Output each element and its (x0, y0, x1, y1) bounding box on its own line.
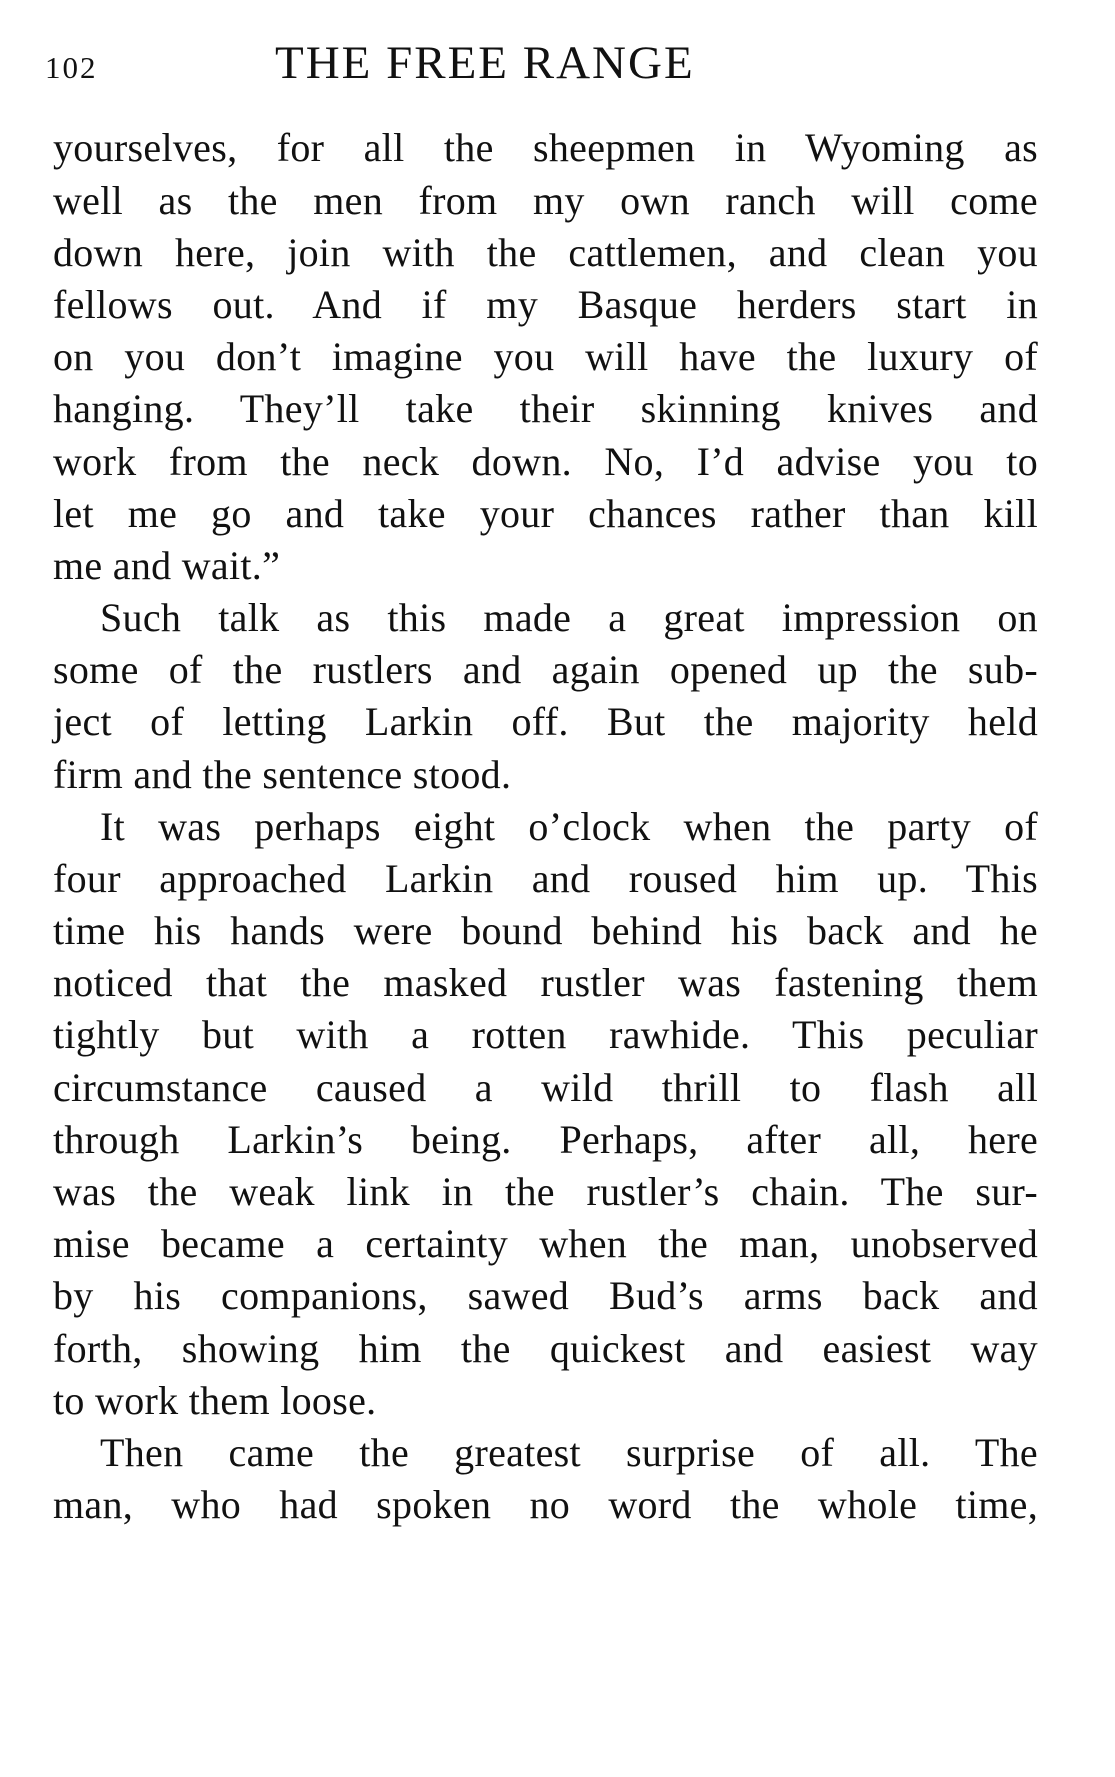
text-line: work from the neck down. No, I’d advise you to (53, 439, 1038, 484)
text-line: noticed that the masked rustler was fastening them (53, 960, 1038, 1005)
text-line: through Larkin’s being. Perhaps, after all, here (53, 1117, 1038, 1162)
text-line: four approached Larkin and roused him up. This (53, 856, 1038, 901)
header-title: THE FREE RANGE (275, 37, 695, 89)
text-line: some of the rustlers and again opened up the sub- (53, 647, 1038, 692)
text-line: tightly but with a rotten rawhide. This peculiar (53, 1012, 1038, 1057)
text-line: me and wait.” (53, 543, 281, 588)
text-line: Then came the greatest surprise of all. The (100, 1430, 1038, 1475)
text-line: let me go and take your chances rather than kill (53, 491, 1038, 536)
text-line: firm and the sentence stood. (53, 752, 512, 797)
text-line: fellows out. And if my Basque herders start in (53, 282, 1038, 327)
text-line: mise became a certainty when the man, unobserved (53, 1221, 1038, 1266)
page-number: 102 (45, 50, 98, 85)
text-line: circumstance caused a wild thrill to flash all (53, 1065, 1038, 1110)
text-line: well as the men from my own ranch will come (53, 178, 1038, 223)
text-line: man, who had spoken no word the whole time, (53, 1482, 1038, 1527)
text-line: on you don’t imagine you will have the luxury of (53, 334, 1038, 379)
text-line: yourselves, for all the sheepmen in Wyoming as (53, 125, 1038, 170)
text-line: forth, showing him the quickest and easiest way (53, 1326, 1038, 1371)
text-line: ject of letting Larkin off. But the majority held (53, 699, 1038, 744)
text-line: was the weak link in the rustler’s chain. The sur- (53, 1169, 1038, 1214)
running-head (45, 36, 1045, 96)
text-line: hanging. They’ll take their skinning knives and (53, 386, 1038, 431)
text-line: by his companions, sawed Bud’s arms back and (53, 1273, 1038, 1318)
text-line: It was perhaps eight o’clock when the party of (100, 804, 1038, 849)
text-line: Such talk as this made a great impression on (100, 595, 1038, 640)
text-line: to work them loose. (53, 1378, 377, 1423)
text-line: down here, join with the cattlemen, and clean you (53, 230, 1038, 275)
text-line: time his hands were bound behind his back and he (53, 908, 1038, 953)
